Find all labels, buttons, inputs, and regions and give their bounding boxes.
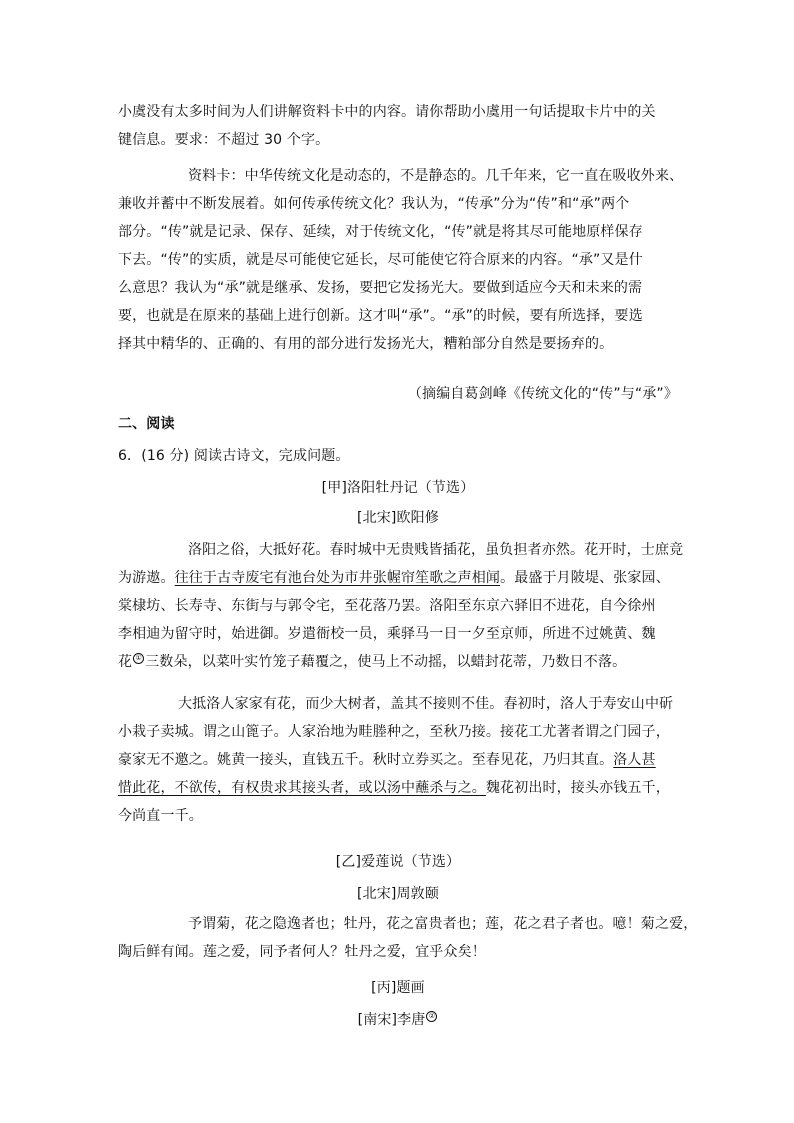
- intro-paragraph: [118, 98, 678, 154]
- text-a-line: 洛阳之俗，大抵好花。春时城中无贵贱皆插花，虽负担者亦然。花开时，士庶竞: [188, 542, 684, 558]
- text-b-line: 陶后鲜有闻。莲之爱，同予者何人？牡丹之爱，宜乎众矣！: [118, 944, 486, 960]
- text-a-line: 今尚直一千。: [118, 808, 203, 824]
- text-a-line: 惜此花，不欲传，有权贵求其接头者，或以汤中蘸杀与之。魏花初出时，接头亦钱五千，: [118, 780, 670, 796]
- card-line: 资料卡：中华传统文化是动态的，不是静态的。几千年来，它一直在吸收外来、: [188, 168, 684, 184]
- text-b-line: 予谓菊，花之隐逸者也；牡丹，花之富贵者也；莲，花之君子者也。噫！菊之爱，: [188, 916, 698, 932]
- text-b-paragraph: [118, 910, 698, 966]
- text-a-line: 李相迪为留守时，始进御。岁遣衙校一员，乘驿马一日一夕至京师，所进不过姚黄、魏: [118, 626, 656, 642]
- underlined-sentence: 洛人甚: [613, 752, 656, 768]
- card-line: 下去。“传”的实质，就是尽可能使它延长，尽可能使它符合原来的内容。“承”又是什: [118, 252, 643, 268]
- text-a-paragraph-1: [118, 536, 684, 676]
- footnote-marker-1: ①: [133, 653, 144, 664]
- card-line: 要，也就是在原来的基础上进行创新。这才叫“承”。“承”的时候，要有所选择，要选: [118, 308, 643, 324]
- text-a-line: 豪家无不邀之。姚黄一接头，直钱五千。秋时立券买之。至春见花，乃归其直。洛人甚: [118, 752, 656, 768]
- footnote-marker-2: ②: [426, 1011, 437, 1022]
- card-line: 择其中精华的、正确的、有用的部分进行发扬光大，糟粕部分自然是要扬弃的。: [118, 336, 614, 352]
- underlined-sentence: 往往于古寺废宅有池台处为市井张幄帘笙歌之声相闻: [174, 570, 501, 586]
- text-a-line: 花 ① 三数朵，以菜叶实竹笼子藉覆之，使马上不动摇，以蜡封花蒂，乃数日不落。: [118, 654, 627, 670]
- text-c-title: [丙]题画: [371, 980, 425, 996]
- info-card-paragraph: [118, 162, 684, 358]
- underlined-sentence: 惜此花，不欲传，有权贵求其接头者，或以汤中蘸杀与之。: [118, 780, 486, 796]
- question-prompt: 6．(16 分) 阅读古诗文，完成问题。: [118, 448, 350, 464]
- card-line: 部分。“传”就是记录、保存、延续，对于传统文化，“传”就是将其尽可能地原样保存: [118, 224, 643, 240]
- text-a-line: 大抵洛人家家有花，而少大树者，盖其不接则不佳。春初时，洛人于寿安山中斫: [178, 696, 674, 712]
- section-heading: 二、阅读: [118, 416, 175, 432]
- text-b-author: [北宋]周敦颐: [357, 886, 439, 902]
- card-line: 兼收并蓄中不断发展着。如何传承传统文化？我认为，“传承”分为“传”和“承”两个: [118, 196, 630, 212]
- text-a-line: 棠棣坊、长寿寺、东街与与郭令宅，至花落乃罢。洛阳至东京六驿旧不进花，自今徐州: [118, 598, 656, 614]
- text-b-title: [乙]爱莲说（节选）: [335, 854, 461, 870]
- text-a-line: 小栽子卖城。谓之山篦子。人家治地为畦塍种之，至秋乃接。接花工尤著者谓之门园子，: [118, 724, 670, 740]
- text-a-title: [甲]洛阳牡丹记（节选）: [321, 480, 475, 496]
- text-a-line: 为游遨。往往于古寺废宅有池台处为市井张幄帘笙歌之声相闻。最盛于月陂堤、张家园、: [118, 570, 670, 586]
- text-c-author: [南宋]李唐 ②: [118, 1006, 678, 1034]
- text-a-author: [北宋]欧阳修: [357, 510, 439, 526]
- card-source: （摘编自葛剑峰《传统文化的“传”与“承”》: [407, 386, 678, 402]
- text-a-paragraph-2: [118, 690, 678, 830]
- intro-line-1: 小虞没有太多时间为人们讲解资料卡中的内容。请你帮助小虞用一句话提取卡片中的关: [118, 104, 656, 120]
- card-line: 么意思？我认为“承”就是继承、发扬，要把它发扬光大。要做到适应今天和未来的需: [118, 280, 643, 296]
- intro-line-2: 键信息。要求：不超过 30 个字。: [118, 132, 330, 148]
